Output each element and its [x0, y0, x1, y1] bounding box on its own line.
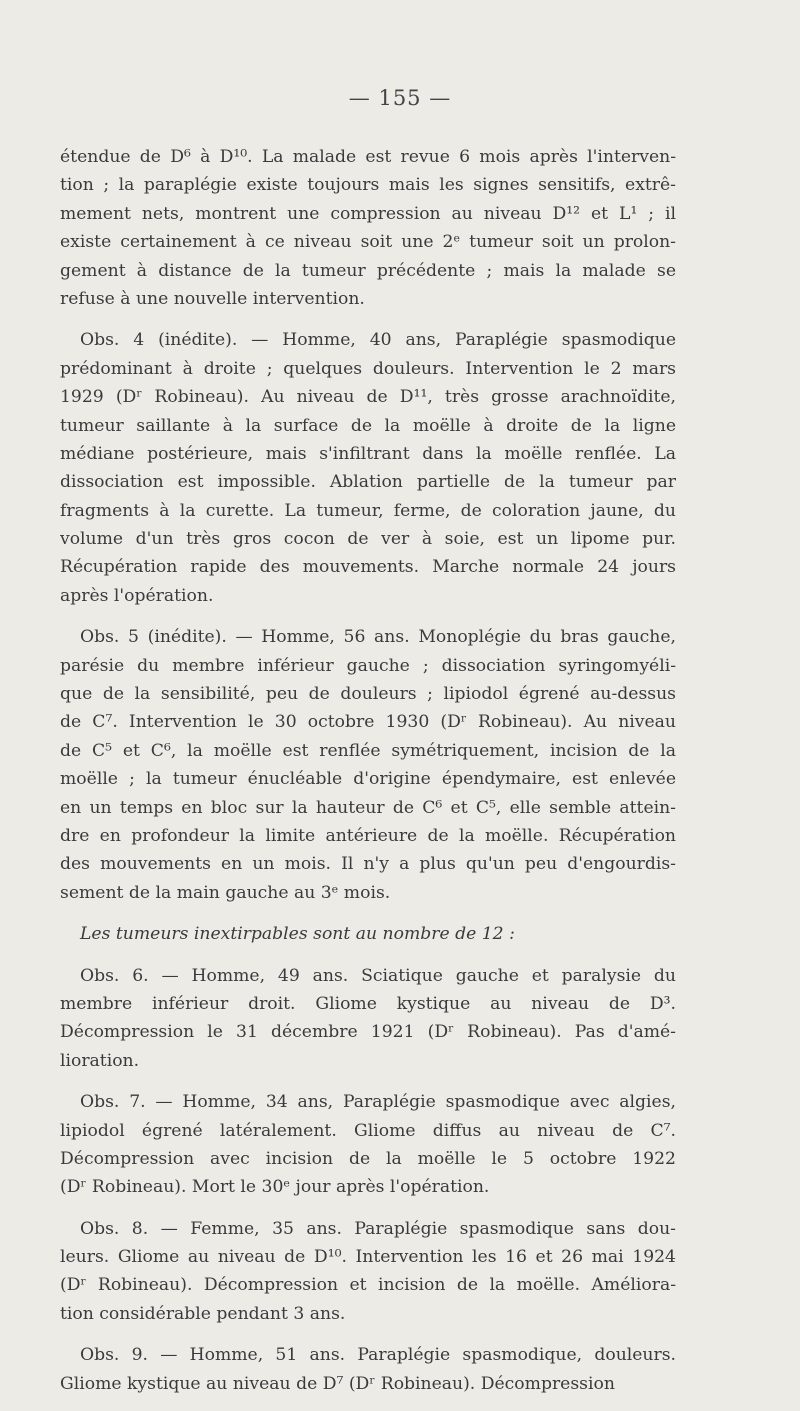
text-line: des mouvements en un mois. Il n'y a plus qu'un peu d'engourdis- — [60, 854, 676, 875]
text-line: gement à distance de la tumeur précédente ; mais la malade se — [60, 260, 676, 281]
text-line: Gliome kystique au niveau de D⁷ (Dʳ Robineau). Décompression — [60, 1373, 615, 1394]
text-line: membre inférieur droit. Gliome kystique au niveau de D³. — [60, 993, 676, 1014]
paragraph-obs7 — [60, 1088, 676, 1202]
text-line: Obs. 9. — Homme, 51 ans. Paraplégie spasmodique, douleurs. — [80, 1345, 676, 1366]
text-line: 1929 (Dʳ Robineau). Au niveau de D¹¹, très grosse arachnoïdite, — [60, 387, 676, 408]
text-line: (Dʳ Robineau). Mort le 30ᵉ jour après l'opération. — [60, 1177, 490, 1198]
paragraph-heading — [60, 920, 676, 948]
text-column — [60, 143, 676, 1411]
text-line: médiane postérieure, mais s'infiltrant dans la moëlle renflée. La — [60, 443, 676, 464]
text-line: existe certainement à ce niveau soit une 2ᵉ tumeur soit un prolon- — [60, 232, 676, 253]
text-line: tion considérable pendant 3 ans. — [60, 1303, 346, 1324]
text-line: refuse à une nouvelle intervention. — [60, 288, 365, 309]
text-line: Obs. 8. — Femme, 35 ans. Paraplégie spasmodique sans dou- — [80, 1218, 676, 1239]
text-line: moëlle ; la tumeur énucléable d'origine épendymaire, est enlevée — [60, 769, 676, 790]
text-line: en un temps en bloc sur la hauteur de C⁶ et C⁵, elle semble attein- — [60, 797, 676, 818]
text-line: après l'opération. — [60, 585, 214, 606]
text-line: Obs. 4 (inédite). — Homme, 40 ans, Paraplégie spasmodique — [80, 330, 676, 351]
text-line: volume d'un très gros cocon de ver à soie, est un lipome pur. — [60, 529, 676, 550]
paragraph-cont — [60, 143, 676, 313]
text-line: leurs. Gliome au niveau de D¹⁰. Intervention les 16 et 26 mai 1924 — [60, 1247, 676, 1268]
text-line: sement de la main gauche au 3ᵉ mois. — [60, 882, 391, 903]
paragraph-obs6 — [60, 962, 676, 1076]
text-line: (Dʳ Robineau). Décompression et incision de la moëlle. Améliora- — [60, 1275, 676, 1296]
text-line: fragments à la curette. La tumeur, ferme, de coloration jaune, du — [60, 500, 676, 521]
paragraph-obs5 — [60, 623, 676, 907]
text-line: étendue de D⁶ à D¹⁰. La malade est revue 6 mois après l'interven- — [60, 147, 676, 167]
text-line: Obs. 6. — Homme, 49 ans. Sciatique gauche et paralysie du — [80, 965, 676, 986]
text-line: Décompression avec incision de la moëlle le 5 octobre 1922 — [60, 1148, 676, 1169]
text-line: tion ; la paraplégie existe toujours mais les signes sensitifs, extrê- — [60, 175, 676, 196]
text-line: lioration. — [60, 1050, 140, 1071]
text-line: que de la sensibilité, peu de douleurs ; lipiodol égrené au-dessus — [60, 684, 676, 705]
text-line: prédominant à droite ; quelques douleurs. Intervention le 2 mars — [60, 358, 676, 379]
text-line: Les tumeurs inextirpables sont au nombre de 12 : — [80, 924, 515, 945]
text-line: Obs. 7. — Homme, 34 ans, Paraplégie spasmodique avec algies, — [80, 1092, 676, 1113]
paragraph-obs4 — [60, 326, 676, 610]
text-line: Récupération rapide des mouvements. Marche normale 24 jours — [60, 557, 676, 578]
page-number: — 155 — — [348, 86, 452, 110]
text-line: mement nets, montrent une compression au niveau D¹² et L¹ ; il — [60, 203, 676, 224]
text-line: de C⁷. Intervention le 30 octobre 1930 (Dʳ Robineau). Au niveau — [60, 712, 676, 733]
text-line: lipiodol égrené latéralement. Gliome diffus au niveau de C⁷. — [60, 1120, 676, 1141]
text-line: dissociation est impossible. Ablation partielle de la tumeur par — [60, 472, 676, 493]
text-line: parésie du membre inférieur gauche ; dissociation syringomyéli- — [60, 655, 676, 676]
paragraph-obs9 — [60, 1341, 676, 1398]
text-line: Obs. 5 (inédite). — Homme, 56 ans. Monoplégie du bras gauche, — [80, 627, 676, 648]
text-line: de C⁵ et C⁶, la moëlle est renflée symétriquement, incision de la — [60, 740, 676, 761]
text-line: tumeur saillante à la surface de la moëlle à droite de la ligne — [60, 415, 676, 436]
paragraph-obs8 — [60, 1215, 676, 1329]
text-line: dre en profondeur la limite antérieure de la moëlle. Récupération — [60, 825, 676, 846]
text-line: Décompression le 31 décembre 1921 (Dʳ Robineau). Pas d'amé- — [60, 1022, 676, 1043]
